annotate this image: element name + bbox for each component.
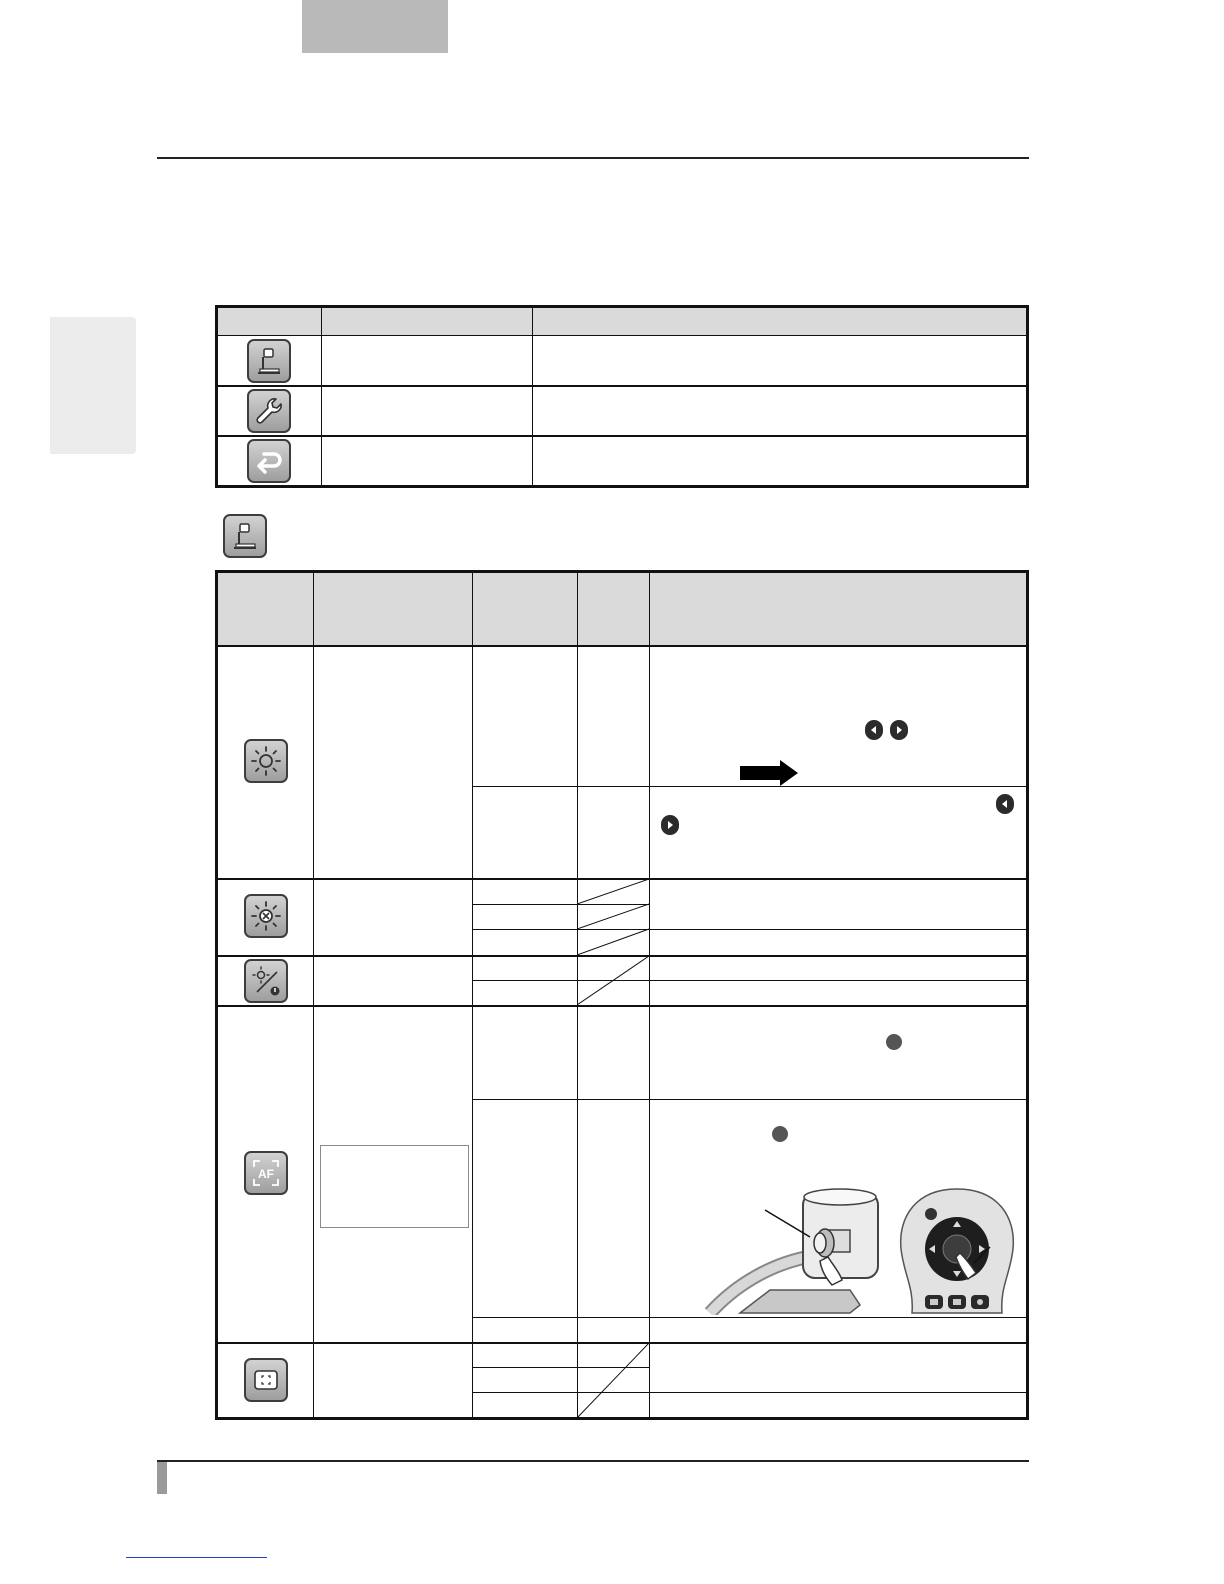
camera-stand-icon — [247, 339, 291, 383]
flicker-icon — [244, 959, 288, 1003]
header-rule — [157, 157, 1029, 159]
left-key-icon — [996, 794, 1014, 814]
arrow-right-head-icon — [780, 760, 798, 786]
right-key-icon — [661, 815, 679, 835]
white-balance-icon — [244, 894, 288, 938]
autofocus-icon-label: AF — [258, 1167, 274, 1181]
camera-head-illustration — [700, 1185, 890, 1315]
brightness-icon — [244, 739, 288, 783]
autofocus-icon — [244, 1151, 288, 1195]
wrench-icon — [247, 389, 291, 433]
page-marker — [157, 1462, 167, 1494]
diagonal-lines — [577, 956, 650, 1006]
right-key-icon — [890, 720, 908, 740]
footer-link-underline[interactable] — [126, 1557, 267, 1558]
autofocus-note-box — [320, 1145, 469, 1228]
menu-table-header — [217, 307, 1027, 335]
camera-stand-icon — [223, 514, 267, 558]
button-marker-icon — [772, 1126, 788, 1142]
focus-frame-icon — [244, 1358, 288, 1402]
control-panel-illustration — [898, 1187, 1016, 1315]
chapter-tab — [302, 0, 448, 53]
left-key-icon — [865, 720, 883, 740]
side-index-tab — [50, 317, 136, 454]
arrow-right-icon — [740, 766, 780, 780]
diagonal-lines — [577, 879, 650, 956]
footer-rule — [157, 1460, 1029, 1462]
button-marker-icon — [886, 1034, 902, 1050]
return-arrow-icon — [247, 439, 291, 483]
diagonal-lines — [577, 1343, 650, 1419]
settings-table-header — [217, 573, 1027, 645]
